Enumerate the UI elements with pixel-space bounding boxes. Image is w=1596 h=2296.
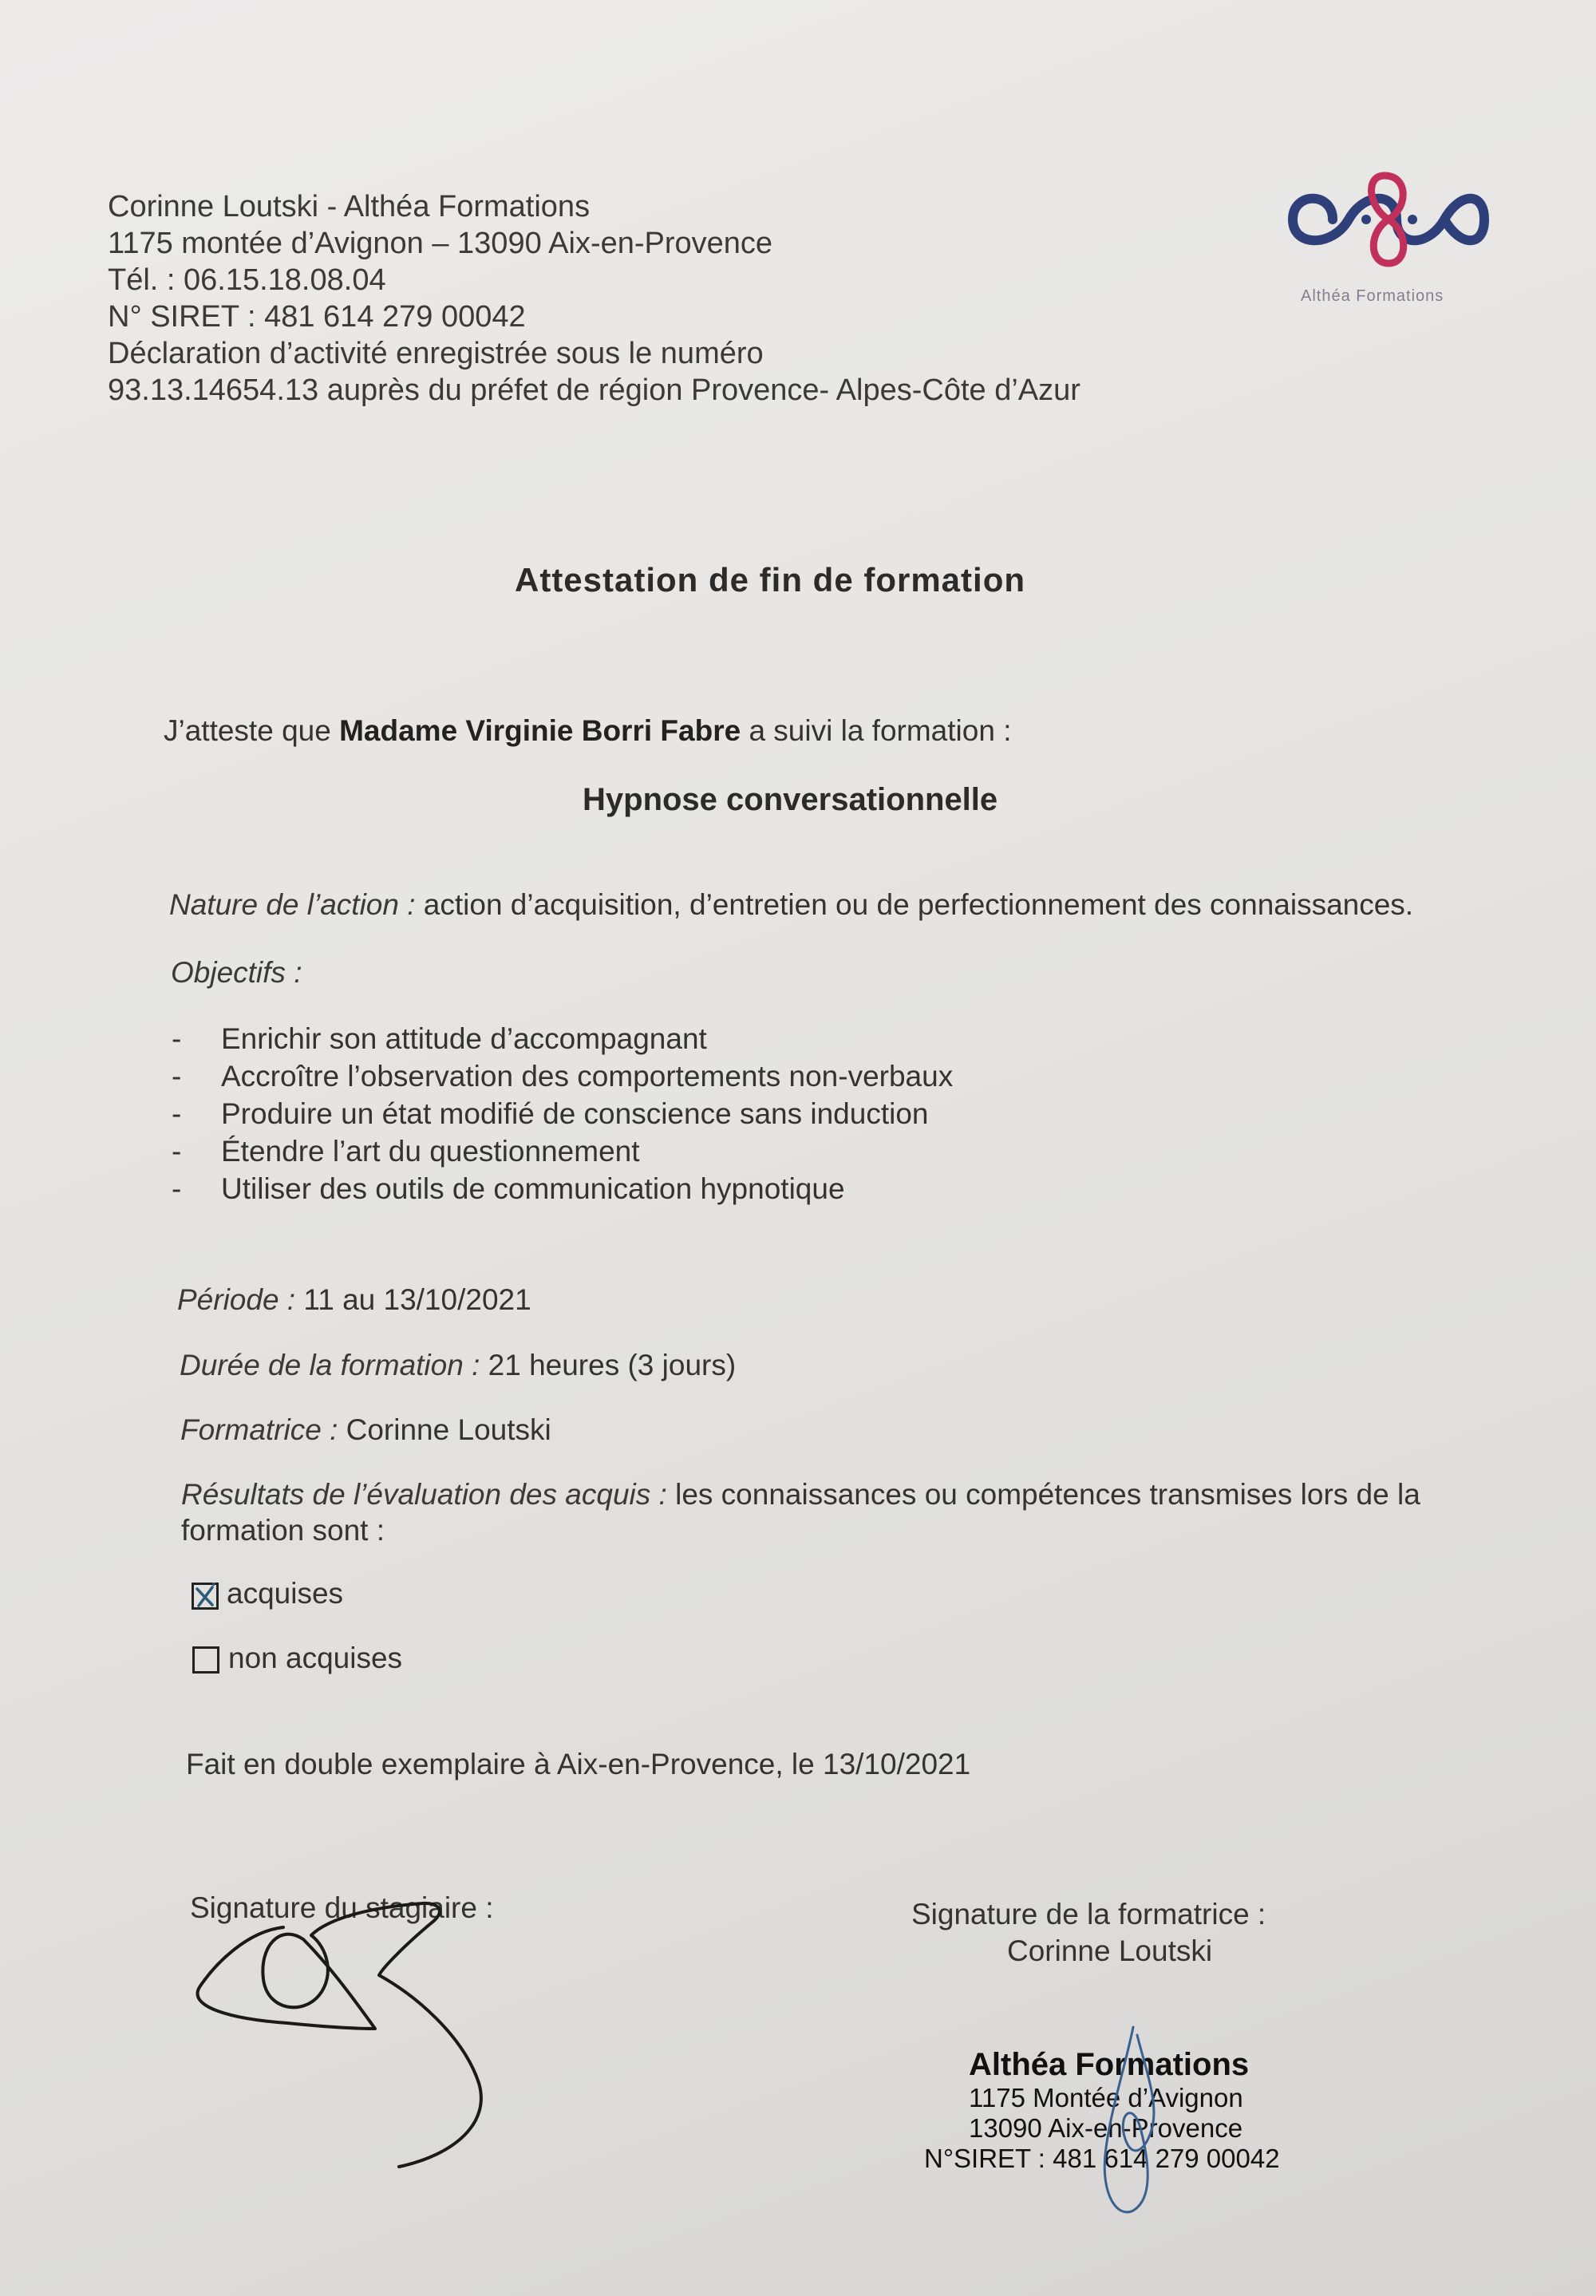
issuer-phone: Tél. : 06.15.18.08.04 — [108, 263, 386, 297]
acquises-checkbox[interactable] — [192, 1583, 219, 1610]
duree-line — [180, 1349, 736, 1382]
attest-prefix: J’atteste que — [164, 714, 340, 747]
stamp-address: 1175 Montée d’Avignon — [969, 2083, 1243, 2112]
non-acquises-checkbox[interactable] — [192, 1646, 219, 1674]
stamp-siret: N°SIRET : 481 614 279 00042 — [924, 2144, 1280, 2173]
fait-line: Fait en double exemplaire à Aix-en-Provence, le 13/10/2021 — [186, 1748, 971, 1780]
periode-label: Période : — [177, 1283, 296, 1316]
course-name: Hypnose conversationnelle — [583, 782, 998, 817]
document-title: Attestation de fin de formation — [515, 561, 1025, 599]
list-item: - Accroître l’observation des comportements non-verbaux — [172, 1060, 954, 1093]
objectives-list — [172, 1020, 953, 1207]
formatrice-line — [180, 1413, 551, 1447]
issuer-address: 1175 montée d’Avignon – 13090 Aix-en-Provence — [108, 227, 773, 260]
duree-value: 21 heures (3 jours) — [480, 1349, 737, 1381]
nature-value: action d’acquisition, d’entretien ou de perfectionnement des connaissances. — [415, 888, 1414, 921]
issuer-siret: N° SIRET : 481 614 279 00042 — [108, 300, 526, 334]
althea-logo — [1277, 160, 1500, 311]
nature-label: Nature de l’action : — [169, 888, 416, 921]
list-item: - Utiliser des outils de communication hypnotique — [172, 1172, 845, 1205]
trainee-signature — [184, 1891, 519, 2179]
logo-text: Althéa Formations — [1301, 287, 1444, 305]
attestation-sentence — [164, 714, 1011, 748]
infinity-knot-logo-icon — [1277, 160, 1500, 279]
resultats-label: Résultats de l’évaluation des acquis : — [181, 1478, 667, 1511]
stamp-name: Althéa Formations — [969, 2047, 1250, 2082]
periode-value: 11 au 13/10/2021 — [295, 1283, 531, 1316]
list-item: - Enrichir son attitude d’accompagnant — [172, 1022, 707, 1055]
duree-label: Durée de la formation : — [180, 1349, 480, 1381]
signature-stagiaire-label: Signature du stagiaire : — [190, 1891, 494, 1924]
nature-line — [169, 888, 1413, 922]
acquises-label: acquises — [227, 1577, 344, 1610]
non-acquises-label: non acquises — [228, 1642, 403, 1674]
trainer-signature — [1077, 2019, 1189, 2227]
formatrice-value: Corinne Loutski — [338, 1413, 551, 1446]
stamp-city: 13090 Aix-en-Provence — [969, 2113, 1243, 2143]
list-item: - Étendre l’art du questionnement — [172, 1135, 640, 1168]
issuer-declaration: Déclaration d’activité enregistrée sous le numéro — [108, 337, 764, 370]
issuer-header — [108, 188, 1080, 409]
resultats-line2: formation sont : — [181, 1514, 385, 1547]
objectives-label: Objectifs : — [171, 956, 302, 989]
resultats-line — [181, 1478, 1420, 1512]
issuer-declaration-number: 93.13.14654.13 auprès du préfet de région Provence- Alpes-Côte d’Azur — [108, 373, 1080, 407]
list-item: - Produire un état modifié de conscience sans induction — [172, 1097, 929, 1130]
formatrice-label: Formatrice : — [180, 1413, 338, 1446]
check-x-icon — [192, 1583, 219, 1610]
signature-formatrice-name: Corinne Loutski — [1007, 1934, 1213, 1967]
attest-suffix: a suivi la formation : — [741, 714, 1012, 747]
issuer-name: Corinne Loutski - Althéa Formations — [108, 190, 591, 223]
resultats-line1: les connaissances ou compétences transmises lors de la — [666, 1478, 1420, 1511]
trainee-name: Madame Virginie Borri Fabre — [339, 714, 741, 747]
periode-line — [177, 1283, 531, 1317]
signature-formatrice-label: Signature de la formatrice : — [911, 1898, 1266, 1930]
